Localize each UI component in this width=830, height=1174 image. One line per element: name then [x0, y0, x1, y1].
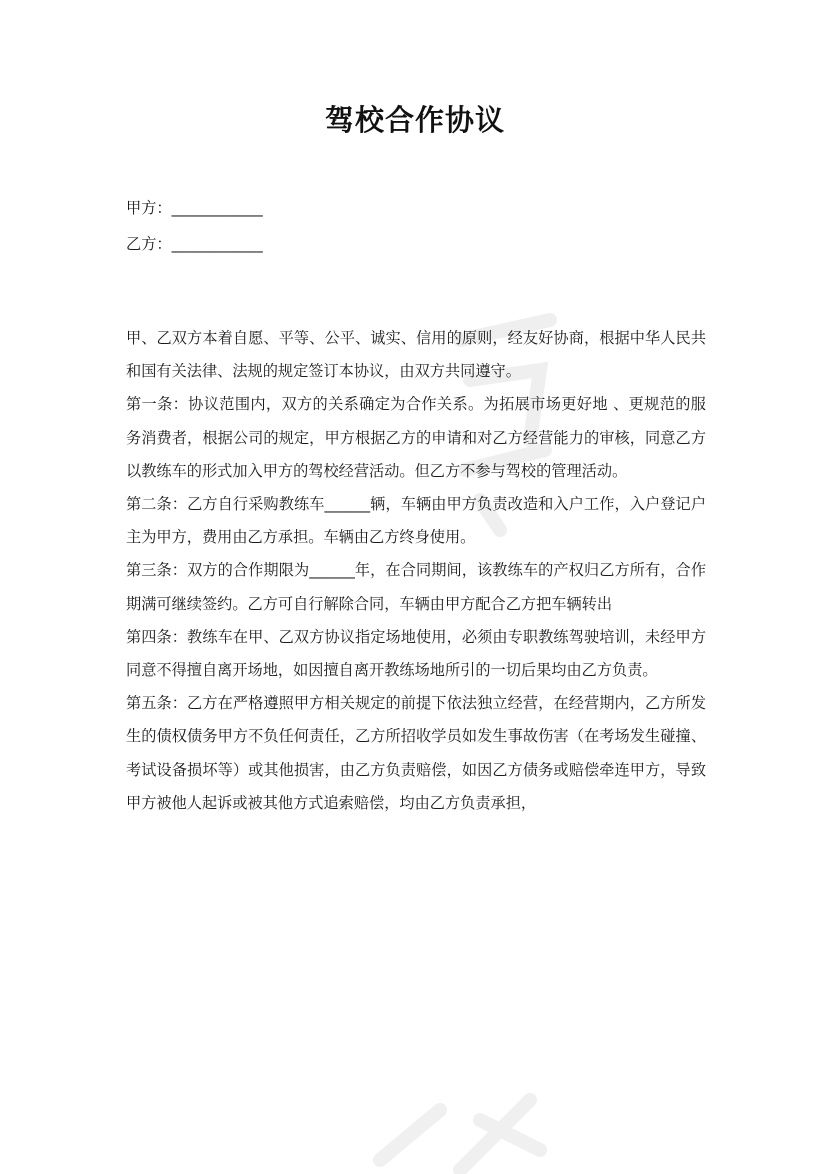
article-4-paragraph: 第四条：教练车在甲、乙双方协议指定场地使用，必须由专职教练驾驶培训，未经甲方同意不得擅自离开场地，如因擅自离开教练场地所引的一切后果均由乙方负责。 [126, 627, 706, 680]
spacer [126, 262, 706, 322]
preamble-paragraph: 甲、乙双方本着自愿、平等、公平、诚实、信用的原则，经友好协商，根据中华人民共和国有关法律、法规的规定签订本协议，由双方共同遵守。 [126, 329, 706, 381]
document-body [126, 190, 706, 820]
article-1-paragraph: 第一条：协议范围内，双方的关系确定为合作关系。为拓展市场更好地 、更规范的服务消费者，根据公司的规定，甲方根据乙方的申请和对乙方经营能力的审核，同意乙方以教练车的形式加入甲方的驾校经营活动。但乙方不参与驾校的管理活动。 [126, 395, 706, 480]
party-b-line: 乙方：____________ [126, 235, 263, 253]
article-5-paragraph: 第五条：乙方在严格遵照甲方相关规定的前提下依法独立经营，在经营期内，乙方所发生的债权债务甲方不负任何责任，乙方所招收学员如发生事故伤害（在考场发生碰撞、考试设备损坏等）或其他损害，由乙方负责赔偿，如因乙方债务或赔偿牵连甲方，导致甲方被他人起诉或被其他方式追索赔偿，均由乙方负责承担， [126, 694, 706, 812]
watermark-graphic-bottom [360, 1060, 560, 1174]
document-title: 驾校合作协议 [324, 103, 505, 137]
party-a-line: 甲方：____________ [126, 199, 263, 217]
article-3-paragraph: 第三条：双方的合作期限为______年，在合同期间，该教练车的产权归乙方所有，合作期满可继续签约。乙方可自行解除合同，车辆由甲方配合乙方把车辆转出 [126, 561, 706, 613]
article-2-paragraph: 第二条：乙方自行采购教练车______辆，车辆由甲方负责改造和入户工作，入户登记户主为甲方，费用由乙方承担。车辆由乙方终身使用。 [126, 495, 706, 547]
